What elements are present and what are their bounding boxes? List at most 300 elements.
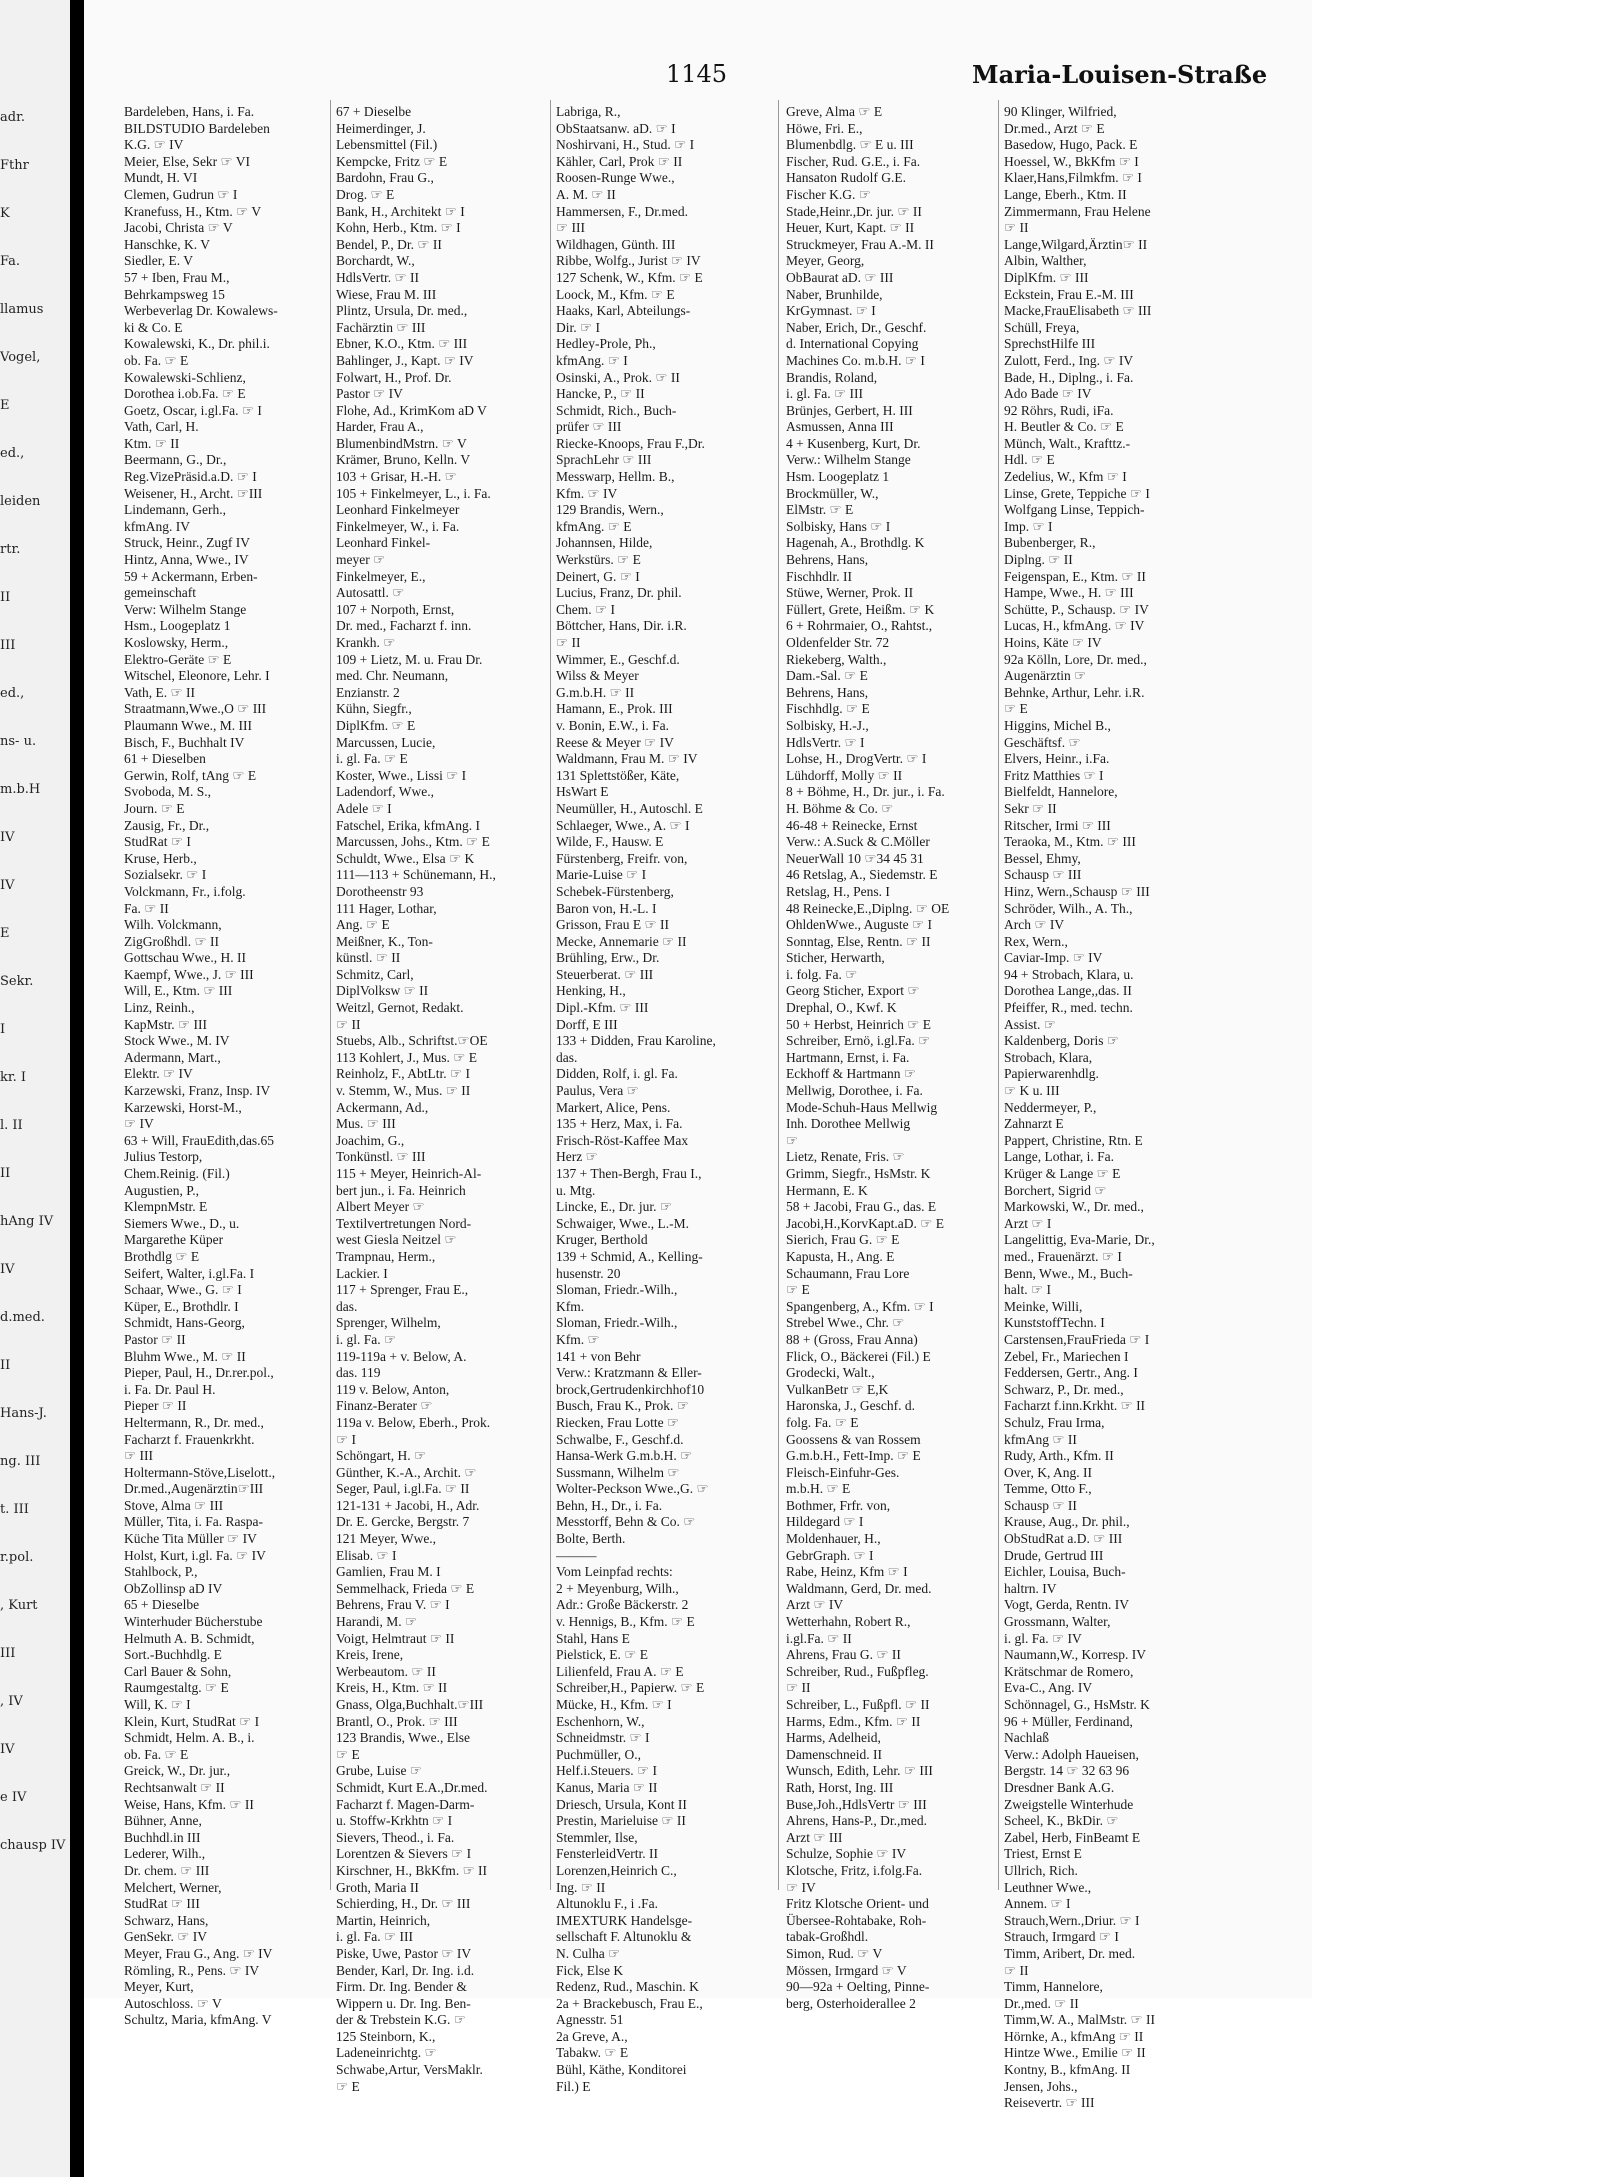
directory-entry-line: Diplng. ☞ II: [1004, 552, 1073, 568]
directory-entry-line: Fischhdlg. ☞ E: [786, 701, 870, 717]
directory-entry-line: Harandi, M. ☞: [336, 1614, 418, 1630]
directory-entry-line: Weitzl, Gernot, Redakt.: [336, 1000, 464, 1016]
directory-entry-line: Strobach, Klara,: [1004, 1049, 1093, 1065]
directory-entry-line: Kruse, Herb.,: [124, 850, 197, 866]
directory-entry-line: Wolfgang Linse, Teppich-: [1004, 502, 1145, 518]
directory-entry-line: i. gl. Fa. ☞: [336, 1331, 397, 1347]
directory-entry-line: bert jun., i. Fa. Heinrich: [336, 1182, 466, 1198]
directory-entry-line: H. Beutler & Co. ☞ E: [1004, 419, 1124, 435]
directory-column-1: [124, 104, 336, 2029]
directory-entry-line: Jacobi,H.,KorvKapt.aD. ☞ E: [786, 1215, 944, 1231]
directory-entry-line: Hintz, Anna, Wwe., IV: [124, 552, 249, 568]
directory-entry-line: Waldmann, Gerd, Dr. med.: [786, 1580, 932, 1596]
directory-entry-line: 107 + Norpoth, Ernst,: [336, 601, 455, 617]
directory-entry-line: Kaempf, Wwe., J. ☞ III: [124, 966, 254, 982]
directory-entry-line: G.m.b.H. ☞ II: [556, 684, 635, 700]
directory-entry-line: Brandis, Roland,: [786, 369, 878, 385]
directory-entry-line: Eckstein, Frau E.-M. III: [1004, 286, 1134, 302]
directory-entry-line: Groth, Maria II: [336, 1879, 419, 1895]
directory-entry-line: Mus. ☞ III: [336, 1116, 396, 1132]
directory-entry-line: Fa. ☞ II: [124, 900, 169, 916]
directory-entry-line: Stahl, Hans E: [556, 1630, 630, 1646]
directory-entry-line: Struckmeyer, Frau A.-M. II: [786, 236, 934, 252]
directory-entry-line: Solbisky, H.-J.,: [786, 717, 869, 733]
directory-entry-line: Brühling, Erw., Dr.: [556, 950, 660, 966]
directory-entry-line: Will, K. ☞ I: [124, 1697, 191, 1712]
directory-entry-line: Hermann, E. K: [786, 1182, 868, 1198]
directory-entry-line: Verw.: Adolph Haueisen,: [1004, 1746, 1139, 1762]
directory-entry-line: Pieper ☞ II: [124, 1398, 187, 1414]
directory-entry-line: v. Stemm, W., Mus. ☞ II: [336, 1083, 471, 1099]
directory-entry-line: Tabakw. ☞ E: [556, 2045, 629, 2061]
directory-entry-line: Lange,Wilgard,Ärztin☞ II: [1004, 236, 1148, 252]
directory-entry-line: Hörnke, A., kfmAng ☞ II: [1004, 2028, 1144, 2044]
directory-entry-line: Kempcke, Fritz ☞ E: [336, 153, 448, 169]
directory-entry-line: m.b.H. ☞ E: [786, 1481, 851, 1497]
directory-entry-line: 63 + Will, FrauEdith,das.65: [124, 1132, 275, 1148]
directory-entry-line: Sievers, Theod., i. Fa.: [336, 1829, 455, 1845]
directory-entry-line: Piske, Uwe, Pastor ☞ IV: [336, 1945, 472, 1961]
facing-page-text: Fthr: [0, 158, 29, 173]
directory-entry-line: Redenz, Rud., Maschin. K: [556, 1979, 699, 1995]
directory-entry-line: Ahrens, Hans-P., Dr.,med.: [786, 1813, 927, 1829]
directory-entry-line: Schüll, Freya,: [1004, 319, 1080, 335]
directory-entry-line: Georg Sticher, Export ☞: [786, 983, 920, 999]
directory-entry-line: Goetz, Oscar, i.gl.Fa. ☞ I: [124, 402, 262, 418]
directory-entry-line: Sierich, Frau G. ☞ E: [786, 1232, 900, 1248]
directory-entry-line: Imp. ☞ I: [1004, 518, 1053, 534]
directory-entry-line: Dr.med.,Augenärztin☞III: [124, 1481, 264, 1497]
directory-entry-line: Zabel, Herb, FinBeamt E: [1004, 1829, 1141, 1845]
facing-page-text: t. III: [0, 1502, 29, 1517]
directory-entry-line: Higgins, Michel B.,: [1004, 717, 1111, 733]
directory-entry-line: Riecken, Frau Lotte ☞: [556, 1414, 680, 1430]
directory-entry-line: Elektr. ☞ IV: [124, 1066, 193, 1082]
directory-entry-line: Feddersen, Gertr., Ang. I: [1004, 1365, 1138, 1381]
directory-entry-line: Finkelmeyer, E.,: [336, 568, 426, 584]
directory-entry-line: Schierding, H., Dr. ☞ III: [336, 1896, 471, 1912]
facing-page-text: Hans-J.: [0, 1406, 47, 1421]
directory-entry-line: Sozialsekr. ☞ I: [124, 867, 207, 883]
directory-entry-line: Didden, Rolf, i. gl. Fa.: [556, 1066, 678, 1082]
directory-entry-line: meyer ☞: [336, 552, 386, 568]
directory-entry-line: Bluhm Wwe., M. ☞ II: [124, 1348, 246, 1364]
directory-entry-line: Winterhuder Bücherstube: [124, 1614, 263, 1630]
directory-entry-line: Fischer, Rud. G.E., i. Fa.: [786, 153, 921, 169]
directory-entry-line: Marie-Luise ☞ I: [556, 867, 647, 883]
directory-entry-line: Haaks, Karl, Abteilungs-: [556, 303, 691, 319]
directory-entry-line: Schneidmstr. ☞ I: [556, 1730, 650, 1746]
directory-entry-line: ☞ III: [124, 1448, 153, 1464]
directory-entry-line: Mecke, Annemarie ☞ II: [556, 933, 687, 949]
directory-entry-line: Jensen, Johs.,: [1004, 2078, 1078, 2094]
directory-entry-line: ob. Fa. ☞ E: [124, 352, 189, 368]
directory-entry-line: Nachlaß: [1004, 1730, 1049, 1746]
directory-entry-line: Carl Bauer & Sohn,: [124, 1663, 232, 1679]
directory-entry-line: Folwart, H., Prof. Dr.: [336, 369, 452, 385]
directory-entry-line: Bielfeldt, Hannelore,: [1004, 784, 1118, 800]
directory-entry-line: Steuerberat. ☞ III: [556, 966, 654, 982]
directory-entry-line: HdlsVertr. ☞ II: [336, 269, 419, 285]
directory-entry-line: Grodecki, Walt.,: [786, 1365, 875, 1381]
directory-entry-line: Clemen, Gudrun ☞ I: [124, 186, 238, 202]
column-rule: [998, 100, 999, 1890]
scan-background: [1312, 0, 1600, 2177]
directory-entry-line: A. M. ☞ II: [556, 186, 616, 202]
directory-entry-line: Bolte, Berth.: [556, 1531, 626, 1547]
directory-entry-line: Wilss & Meyer: [556, 668, 639, 684]
directory-entry-line: Seger, Paul, i.gl.Fa. ☞ II: [336, 1481, 470, 1497]
directory-entry-line: Behn, H., Dr., i. Fa.: [556, 1497, 663, 1513]
directory-entry-line: Kühn, Siegfr.,: [336, 701, 412, 717]
directory-entry-line: Heimerdinger, J.: [336, 120, 426, 136]
directory-entry-line: Finkelmeyer, W., i. Fa.: [336, 518, 460, 534]
directory-entry-line: Autosattl. ☞: [336, 585, 405, 601]
facing-page-text: chausp IV: [0, 1838, 66, 1853]
directory-entry-line: Weise, Hans, Kfm. ☞ II: [124, 1796, 254, 1812]
directory-entry-line: Meißner, K., Ton-: [336, 933, 433, 949]
directory-entry-line: Ladeneinrichtg. ☞: [336, 2045, 437, 2061]
directory-entry-line: Dir. ☞ I: [556, 319, 600, 335]
facing-page-text: hAng IV: [0, 1214, 54, 1229]
directory-entry-line: Kaldenberg, Doris ☞: [1004, 1033, 1119, 1049]
directory-entry-line: Krankh. ☞: [336, 635, 396, 650]
directory-entry-line: Tonkünstl. ☞ III: [336, 1149, 426, 1165]
directory-entry-line: 2 + Meyenburg, Wilh.,: [556, 1580, 679, 1596]
directory-entry-line: ☞ II: [336, 1016, 361, 1032]
directory-entry-line: Papierwarenhdlg.: [1004, 1066, 1099, 1082]
facing-page-text: IV: [0, 1262, 15, 1277]
directory-entry-line: Kontny, B., kfmAng. II: [1004, 2062, 1131, 2078]
directory-entry-line: Dipl.-Kfm. ☞ III: [556, 1000, 649, 1016]
directory-entry-line: Timm,W. A., MalMstr. ☞ II: [1004, 2012, 1156, 2028]
directory-entry-line: Schebek-Fürstenberg,: [556, 883, 674, 899]
directory-entry-line: Timm, Aribert, Dr. med.: [1004, 1945, 1136, 1961]
directory-entry-line: Sloman, Friedr.-Wilh.,: [556, 1315, 678, 1331]
directory-entry-line: Stove, Alma ☞ III: [124, 1497, 224, 1513]
directory-entry-line: Pfeiffer, R., med. techn.: [1004, 1000, 1133, 1016]
directory-entry-line: DiplKfm. ☞ E: [336, 717, 416, 733]
facing-page-text: rtr.: [0, 542, 21, 557]
directory-entry-line: 117 + Sprenger, Frau E.,: [336, 1282, 469, 1298]
directory-entry-line: 2a Greve, A.,: [556, 2028, 628, 2044]
directory-entry-line: Journ. ☞ E: [124, 800, 185, 816]
directory-entry-line: Schreiber, Rud., Fußpfleg.: [786, 1663, 929, 1679]
directory-entry-line: Rechtsanwalt ☞ II: [124, 1779, 225, 1795]
directory-entry-line: 90—92a + Oelting, Pinne-: [786, 1979, 930, 1995]
facing-page-text: E: [0, 398, 10, 413]
directory-entry-line: Heuer, Kurt, Kapt. ☞ II: [786, 220, 915, 236]
facing-page-text: e IV: [0, 1790, 27, 1805]
directory-entry-line: Mundt, H. VI: [124, 170, 198, 186]
directory-entry-line: Grossmann, Walter,: [1004, 1614, 1111, 1630]
directory-entry-line: Gamlien, Frau M. I: [336, 1564, 441, 1580]
directory-entry-line: i. gl. Fa. ☞ III: [786, 386, 863, 402]
directory-entry-line: Chem.Reinig. (Fil.): [124, 1166, 230, 1181]
directory-entry-line: Lindemann, Gerh.,: [124, 502, 226, 518]
directory-entry-line: ☞ E: [336, 1746, 360, 1762]
directory-entry-line: 131 Splettstößer, Käte,: [556, 767, 680, 783]
directory-entry-line: Werbeverlag Dr. Kowalews-: [124, 303, 278, 319]
facing-page-text: IV: [0, 830, 15, 845]
directory-entry-line: Asmussen, Anna III: [786, 419, 894, 435]
facing-page-text: ed.,: [0, 686, 25, 701]
directory-entry-line: Meyer, Georg,: [786, 253, 865, 269]
directory-entry-line: Baron von, H.-L. I: [556, 900, 657, 916]
directory-entry-line: Langelittig, Eva-Marie, Dr.,: [1004, 1232, 1155, 1248]
directory-entry-line: Zebel, Fr., Mariechen I: [1004, 1348, 1129, 1364]
directory-entry-line: Bardeleben, Hans, i. Fa.: [124, 104, 255, 119]
directory-entry-line: K.G. ☞ IV: [124, 137, 184, 153]
directory-entry-line: Leonhard Finkel-: [336, 535, 431, 551]
directory-entry-line: Marcussen, Johs., Ktm. ☞ E: [336, 834, 490, 850]
directory-entry-line: KlempnMstr. E: [124, 1199, 208, 1215]
directory-entry-line: Haronska, J., Geschf. d.: [786, 1398, 915, 1414]
directory-entry-line: Eva-C., Ang. IV: [1004, 1680, 1093, 1696]
directory-entry-line: Stock Wwe., M. IV: [124, 1033, 230, 1049]
directory-entry-line: Ahrens, Frau G. ☞ II: [786, 1647, 901, 1663]
directory-entry-line: Grisson, Frau E ☞ II: [556, 917, 669, 933]
directory-entry-line: Vogt, Gerda, Rentn. IV: [1004, 1597, 1129, 1613]
directory-entry-line: Verw.: Wilhelm Stange: [786, 452, 911, 468]
directory-entry-line: Lederer, Wilh.,: [124, 1846, 206, 1862]
directory-entry-line: Bahlinger, J., Kapt. ☞ IV: [336, 352, 474, 368]
directory-entry-line: ZigGroßhdl. ☞ II: [124, 933, 219, 949]
directory-entry-line: Füllert, Grete, Heißm. ☞ K: [786, 601, 935, 617]
directory-entry-line: Klaer,Hans,Filmkfm. ☞ I: [1004, 170, 1142, 186]
directory-entry-line: berg, Osterhoiderallee 2: [786, 1995, 916, 2011]
directory-entry-line: 127 Schenk, W., Kfm. ☞ E: [556, 269, 703, 285]
directory-entry-line: 57 + Iben, Frau M.,: [124, 269, 230, 285]
directory-entry-line: Wilh. Volckmann,: [124, 917, 222, 933]
directory-entry-line: Lackier. I: [336, 1265, 388, 1281]
directory-entry-line: 103 + Grisar, H.-H. ☞: [336, 469, 457, 485]
directory-entry-line: der & Trebstein K.G. ☞: [336, 2012, 466, 2028]
directory-entry-line: Sekr ☞ II: [1004, 800, 1057, 816]
directory-entry-line: ☞ II: [786, 1680, 811, 1696]
directory-entry-line: Reese & Meyer ☞ IV: [556, 734, 674, 750]
directory-entry-line: das.: [556, 1049, 578, 1065]
directory-entry-line: Drude, Gertrud III: [1004, 1547, 1104, 1563]
column-rule: [550, 100, 551, 1890]
facing-page-text: , IV: [0, 1694, 23, 1709]
directory-entry-line: G.m.b.H., Fett-Imp. ☞ E: [786, 1448, 921, 1464]
directory-entry-line: Kanus, Maria ☞ II: [556, 1779, 658, 1795]
directory-entry-line: Stuebs, Alb., Schriftst.☞OE: [336, 1033, 488, 1049]
directory-entry-line: Heltermann, R., Dr. med.,: [124, 1414, 264, 1430]
facing-page-text: llamus: [0, 302, 44, 317]
directory-entry-line: ☞ IV: [786, 1879, 816, 1895]
directory-entry-line: H. Böhme & Co. ☞: [786, 800, 894, 816]
directory-entry-line: Kirschner, H., BkKfm. ☞ II: [336, 1862, 488, 1878]
facing-page-text: ns- u.: [0, 734, 37, 749]
directory-entry-line: Hampe, Wwe., H. ☞ III: [1004, 585, 1134, 601]
directory-entry-line: 109 + Lietz, M. u. Frau Dr.: [336, 651, 483, 667]
facing-page-text: leiden: [0, 494, 41, 509]
directory-entry-line: 2a + Brackebusch, Frau E.,: [556, 1995, 703, 2011]
directory-entry-line: Holst, Kurt, i.gl. Fa. ☞ IV: [124, 1547, 266, 1563]
directory-entry-line: Altunoklu F., i .Fa.: [556, 1896, 659, 1912]
directory-entry-line: Brockmüller, W.,: [786, 485, 879, 501]
directory-entry-line: Schreiber, Ernö, i.gl.Fa. ☞: [786, 1033, 931, 1049]
directory-entry-line: Vom Leinpfad rechts:: [556, 1564, 673, 1580]
directory-entry-line: Schaumann, Frau Lore: [786, 1265, 910, 1281]
directory-entry-line: Stade,Heinr.,Dr. jur. ☞ II: [786, 203, 922, 219]
facing-page-text: II: [0, 590, 11, 605]
directory-entry-line: Bessel, Ehmy,: [1004, 850, 1081, 866]
facing-page-text: d.med.: [0, 1310, 45, 1325]
directory-entry-line: 96 + Müller, Ferdinand,: [1004, 1713, 1133, 1729]
directory-entry-line: Noshirvani, H., Stud. ☞ I: [556, 137, 695, 153]
directory-entry-line: med., Frauenärzt. ☞ I: [1004, 1248, 1122, 1264]
directory-entry-line: Übersee-Rohtabake, Roh-: [786, 1912, 927, 1928]
directory-entry-line: i. Fa. Dr. Paul H.: [124, 1381, 216, 1397]
directory-entry-line: Henking, H.,: [556, 983, 626, 999]
directory-entry-line: u. Stoffw-Krkhtn ☞ I: [336, 1813, 453, 1829]
directory-entry-line: Messtorff, Behn & Co. ☞: [556, 1514, 696, 1530]
directory-entry-line: Bühner, Anne,: [124, 1813, 202, 1829]
directory-entry-line: d. International Copying: [786, 336, 919, 352]
directory-entry-line: Gerwin, Rolf, tAng ☞ E: [124, 767, 257, 783]
directory-entry-line: Retslag, H., Pens. I: [786, 883, 890, 899]
directory-entry-line: Neumüller, H., Autoschl. E: [556, 800, 703, 816]
directory-entry-line: das.: [336, 1298, 358, 1314]
directory-column-2: [336, 104, 548, 2095]
directory-entry-line: Kreis, H., Ktm. ☞ II: [336, 1680, 448, 1696]
directory-entry-line: Naber, Erich, Dr., Geschf.: [786, 319, 927, 335]
directory-entry-line: brock,Gertrudenkirchhof10: [556, 1381, 705, 1397]
directory-entry-line: Chem. ☞ I: [556, 601, 615, 617]
directory-entry-line: Gnass, Olga,Buchhalt.☞III: [336, 1697, 484, 1712]
directory-entry-line: DiplVolksw ☞ II: [336, 983, 429, 999]
directory-entry-line: Fischer K.G. ☞: [786, 186, 871, 202]
facing-page-text: Fa.: [0, 254, 21, 269]
directory-entry-line: Schönnagel, G., HsMstr. K: [1004, 1697, 1150, 1712]
directory-entry-line: Kreis, Irene,: [336, 1647, 404, 1663]
directory-entry-line: Hoessel, W., BkKfm ☞ I: [1004, 153, 1139, 169]
directory-entry-line: ObStudRat a.D. ☞ III: [1004, 1531, 1123, 1547]
directory-entry-line: Mücke, H., Kfm. ☞ I: [556, 1697, 672, 1712]
directory-entry-line: 129 Brandis, Wern.,: [556, 502, 664, 518]
directory-entry-line: Johannsen, Hilde,: [556, 535, 653, 551]
directory-entry-line: 119 v. Below, Anton,: [336, 1381, 450, 1397]
directory-entry-line: Strebel Wwe., Chr. ☞: [786, 1315, 905, 1331]
directory-entry-line: Grimm, Siegfr., HsMstr. K: [786, 1166, 931, 1181]
facing-page-text: , Kurt: [0, 1598, 38, 1613]
directory-entry-line: Rath, Horst, Ing. III: [786, 1779, 894, 1795]
directory-entry-line: Lietz, Renate, Fris. ☞: [786, 1149, 905, 1165]
directory-entry-line: Bisch, F., Buchhalt IV: [124, 734, 245, 750]
directory-entry-line: u. Mtg.: [556, 1182, 596, 1198]
directory-entry-line: N. Culha ☞: [556, 1945, 621, 1961]
directory-entry-line: Voigt, Helmtraut ☞ II: [336, 1630, 455, 1646]
directory-entry-line: Ado Bade ☞ IV: [1004, 386, 1092, 402]
directory-entry-line: Wimmer, E., Geschf.d.: [556, 651, 680, 667]
directory-entry-line: Neddermeyer, P.,: [1004, 1099, 1097, 1115]
directory-entry-line: Mössen, Irmgard ☞ V: [786, 1962, 907, 1978]
directory-entry-line: Finanz-Berater ☞: [336, 1398, 433, 1414]
facing-page-text: E: [0, 926, 10, 941]
directory-entry-line: Hamann, E., Prok. III: [556, 701, 673, 717]
directory-entry-line: Hintze Wwe., Emilie ☞ II: [1004, 2045, 1146, 2061]
directory-entry-line: Klein, Kurt, StudRat ☞ I: [124, 1713, 260, 1729]
directory-entry-line: Stüwe, Werner, Prok. II: [786, 585, 914, 601]
directory-entry-line: i. gl. Fa. ☞ IV: [1004, 1630, 1082, 1646]
directory-entry-line: Hagenah, A., Brothdlg. K: [786, 535, 925, 551]
directory-entry-line: ☞ K u. III: [1004, 1083, 1060, 1099]
directory-entry-line: Schmitz, Carl,: [336, 966, 414, 982]
directory-entry-line: 90 Klinger, Wilfried,: [1004, 104, 1117, 119]
directory-entry-line: Wiese, Frau M. III: [336, 286, 437, 302]
directory-entry-line: Schuldt, Wwe., Elsa ☞ K: [336, 850, 475, 866]
directory-entry-line: Julius Testorp,: [124, 1149, 203, 1165]
directory-entry-line: Triest, Ernst E: [1004, 1846, 1082, 1862]
directory-entry-line: Kähler, Carl, Prok ☞ II: [556, 153, 683, 169]
directory-entry-line: Fleisch-Einfuhr-Ges.: [786, 1464, 900, 1480]
directory-entry-line: Schulze, Sophie ☞ IV: [786, 1846, 907, 1862]
directory-entry-line: Hanschke, K. V: [124, 236, 210, 252]
directory-entry-line: 121 Meyer, Wwe.,: [336, 1531, 437, 1547]
directory-entry-line: ☞ E: [1004, 701, 1028, 717]
directory-entry-line: NeuerWall 10 ☞34 45 31: [786, 850, 924, 866]
directory-entry-line: Labriga, R.,: [556, 104, 621, 119]
directory-entry-line: 123 Brandis, Wwe., Else: [336, 1730, 470, 1746]
directory-entry-line: Agnesstr. 51: [556, 2012, 624, 2028]
directory-entry-line: Reisevertr. ☞ III: [1004, 2095, 1095, 2111]
directory-entry-line: Schöngart, H. ☞: [336, 1448, 427, 1464]
directory-entry-line: 133 + Didden, Frau Karoline,: [556, 1033, 716, 1049]
street-heading: Maria-Louisen-Straße: [972, 60, 1268, 89]
directory-entry-line: Blumenbdlg. ☞ E u. III: [786, 137, 914, 153]
directory-entry-line: Holtermann-Stöve,Liselott.,: [124, 1464, 276, 1480]
directory-entry-line: husenstr. 20: [556, 1265, 621, 1281]
directory-entry-line: GenSekr. ☞ IV: [124, 1929, 207, 1945]
directory-entry-line: Stemmler, Ilse,: [556, 1829, 638, 1845]
directory-entry-line: Textilvertretungen Nord-: [336, 1215, 472, 1231]
directory-entry-line: Puchmüller, O.,: [556, 1746, 641, 1762]
directory-entry-line: Reinholz, F., AbtLtr. ☞ I: [336, 1066, 471, 1082]
directory-entry-line: Bender, Karl, Dr. Ing. i.d.: [336, 1962, 475, 1978]
directory-entry-line: haltrn. IV: [1004, 1580, 1057, 1596]
directory-entry-line: Werbeautom. ☞ II: [336, 1663, 436, 1679]
directory-entry-line: Schütte, P., Schausp. ☞ IV: [1004, 601, 1149, 617]
directory-entry-line: Schlaeger, Wwe., A. ☞ I: [556, 817, 690, 833]
directory-entry-line: kfmAng. IV: [124, 518, 190, 534]
directory-entry-line: Lange, Lothar, i. Fa.: [1004, 1149, 1115, 1165]
directory-entry-line: ob. Fa. ☞ E: [124, 1746, 189, 1762]
directory-entry-line: Zweigstelle Winterhude: [1004, 1796, 1134, 1812]
directory-entry-line: Rex, Wern.,: [1004, 933, 1068, 949]
directory-entry-line: Harder, Frau A.,: [336, 419, 424, 435]
directory-entry-line: Inh. Dorothee Mellwig: [786, 1116, 911, 1132]
directory-entry-line: ☞ II: [1004, 1962, 1029, 1978]
directory-entry-line: 137 + Then-Bergh, Frau I.,: [556, 1166, 702, 1181]
directory-entry-line: FensterleidVertr. II: [556, 1846, 658, 1862]
directory-entry-line: Arzt ☞ III: [786, 1829, 843, 1845]
facing-page-text: II: [0, 1166, 11, 1181]
directory-entry-line: ki & Co. E: [124, 319, 183, 335]
directory-entry-line: Bardohn, Frau G.,: [336, 170, 434, 186]
directory-entry-line: 92a Kölln, Lore, Dr. med.,: [1004, 651, 1147, 667]
directory-entry-line: Küper, E., Brothdlr. I: [124, 1298, 239, 1314]
directory-entry-line: Melchert, Werner,: [124, 1879, 222, 1895]
directory-entry-line: Augustien, P.,: [124, 1182, 200, 1198]
directory-entry-line: Behrkampsweg 15: [124, 286, 225, 302]
directory-entry-line: Lincke, E., Dr. jur. ☞: [556, 1199, 672, 1215]
directory-entry-line: v. Bonin, E.W., i. Fa.: [556, 717, 670, 733]
directory-entry-line: Rabe, Heinz, Kfm ☞ I: [786, 1564, 908, 1580]
directory-entry-line: Böttcher, Hans, Dir. i.R.: [556, 618, 687, 634]
